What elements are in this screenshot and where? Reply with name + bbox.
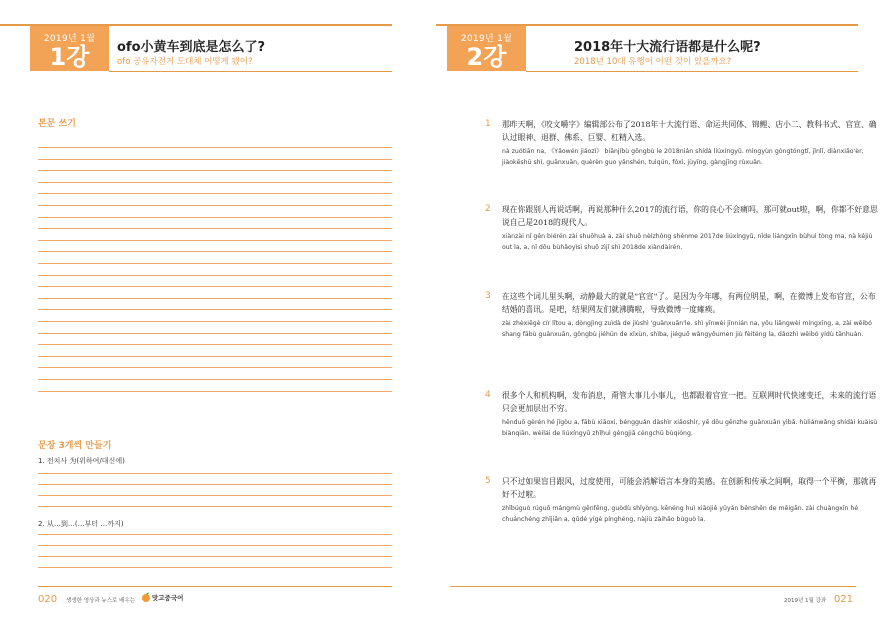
- writing-line[interactable]: [38, 567, 392, 568]
- writing-line[interactable]: [38, 473, 392, 474]
- writing-line[interactable]: [38, 333, 392, 334]
- page-number: 021: [834, 594, 854, 605]
- header-rule: [526, 71, 858, 72]
- item-number: 4: [485, 390, 491, 400]
- writing-line[interactable]: [38, 309, 392, 310]
- brand-name: 맛고중국어: [152, 594, 184, 602]
- writing-line[interactable]: [38, 147, 392, 148]
- lesson-title: 2018年十大流行语都是什么呢?: [574, 40, 761, 55]
- writing-line[interactable]: [38, 356, 392, 357]
- writing-line[interactable]: [38, 286, 392, 287]
- item-number: 1: [485, 119, 491, 129]
- section-label-writing: 본문 쓰기: [38, 119, 76, 129]
- text-item: [485, 118, 878, 168]
- exercise-2-label: 2. 从…到…(…부터 …까지): [38, 520, 124, 528]
- lesson-date: 2019년 1월: [460, 34, 513, 44]
- text-item: [485, 475, 878, 525]
- item-pinyin-text: zài zhèxiēgè cír lǐtou a, dòngjìng zuìdà de jiùshì 'guānxuān'le. shì yīnwèi jīnnián na, yǒu liǎngwèi míngxīng, a, zài wēibó shang fābù guānxuān, gōngbù jiéhūn de xǐxùn, shìba, jiéguǒ wǎngyǒumen jiù fèiténg la, dǎozhì wēibó yídù tānhuàn.: [502, 320, 872, 338]
- lesson-title: ofo小黄车到底是怎么了?: [117, 40, 266, 55]
- lesson-badge: [30, 26, 109, 71]
- item-number: 5: [485, 476, 491, 486]
- writing-line[interactable]: [38, 344, 392, 345]
- item-pinyin-text: xiànzài nǐ gēn biérén zài shuōhuà a, zài shuō nèizhǒng shénme 2017de liúxíngyǔ, nǐde liángxīn bùhuì tòng ma, nà kějiù out la, a, nǐ dōu bùhǎoyìsi shuō zìjǐ shì 2018de xiàndàirén.: [502, 233, 873, 251]
- footer-rule: [38, 586, 392, 587]
- right-page: [436, 0, 892, 631]
- item-number: 3: [485, 291, 491, 301]
- lesson-date: 2019년 1월: [43, 34, 96, 44]
- writing-line[interactable]: [38, 506, 392, 507]
- writing-line[interactable]: [38, 182, 392, 183]
- footer-rule: [450, 586, 856, 587]
- page-number: 020: [38, 594, 58, 605]
- writing-line[interactable]: [38, 240, 392, 241]
- header-rule: [109, 71, 392, 72]
- writing-line[interactable]: [38, 228, 392, 229]
- lesson-subtitle: ofo 공유자전거 도대체 어떻게 됐어?: [117, 57, 253, 67]
- footer-note: 2019년 1월 강좌: [784, 598, 827, 604]
- writing-line[interactable]: [38, 545, 392, 546]
- lesson-number: 1강: [49, 43, 90, 71]
- item-chinese-text: 很多个人和机构啊，发布消息，甭管大事儿小事儿，也都跟着官宣一把。互联网时代快速变迁，未来的流行语只会更加层出不穷。: [502, 391, 877, 413]
- text-item: [485, 290, 878, 340]
- writing-line[interactable]: [38, 159, 392, 160]
- writing-line[interactable]: [38, 484, 392, 485]
- writing-line[interactable]: [38, 170, 392, 171]
- text-item: [485, 389, 878, 439]
- footer-note: 생생한 영상과 뉴스로 배우는: [66, 598, 136, 604]
- writing-line[interactable]: [38, 193, 392, 194]
- writing-line[interactable]: [38, 275, 392, 276]
- exercise-1-label: 1. 전치사 为(위하여/대신에): [38, 457, 125, 465]
- item-chinese-text: 在这些个词儿里头啊，动静最大的就是"官宣"了。是因为今年哪，有两位明星，啊，在微博上发布官宣，公布结婚的喜讯。是吧，结果网友们就沸腾啦，导致微博一度瘫痪。: [502, 292, 876, 314]
- writing-line[interactable]: [38, 263, 392, 264]
- item-pinyin-text: hěnduō gèrén hé jīgòu a, fābù xiāoxi, béngguǎn dàshìr xiǎoshìr, yě dōu gēnzhe guānxuān yìbǎ. hùliánwǎng shídài kuàisù biànqiān, wèilái de liúxíngyǔ zhǐhuì gèngjiā céngchū bùqióng.: [502, 419, 878, 437]
- lesson-badge: [447, 26, 526, 71]
- writing-line[interactable]: [38, 321, 392, 322]
- section-label-sentences: 문장 3개씩 만들기: [38, 441, 112, 451]
- lesson-subtitle: 2018년 10대 유행어 어떤 것이 있을까요?: [574, 57, 732, 67]
- item-chinese-text: 只不过如果盲目跟风，过度使用，可能会消解语言本身的美感。在创新和传承之间啊，取得一个平衡，那就再好不过啦。: [502, 477, 877, 499]
- item-chinese-text: 那昨天啊，《咬文嚼字》编辑部公布了2018年十大流行语、命运共同体、锦鲤、店小二、教科书式、官宣、确认过眼神、退群、佛系、巨婴、杠精入选。: [502, 120, 877, 142]
- writing-line[interactable]: [38, 391, 392, 392]
- left-page: [0, 0, 436, 631]
- writing-line[interactable]: [38, 495, 392, 496]
- writing-line[interactable]: [38, 251, 392, 252]
- writing-line[interactable]: [38, 556, 392, 557]
- writing-line[interactable]: [38, 534, 392, 535]
- item-number: 2: [485, 204, 491, 214]
- writing-line[interactable]: [38, 298, 392, 299]
- writing-line[interactable]: [38, 217, 392, 218]
- item-chinese-text: 现在你跟别人再说话啊，再说那种什么2017的流行语，你的良心不会痛吗，那可就out啦，啊，你都不好意思说自己是2018的现代人。: [502, 205, 878, 227]
- item-pinyin-text: zhǐbúguò rúguǒ mángmù gēnfēng, guòdù shǐyòng, kěnéng huì xiāojiě yǔyán běnshēn de měigǎn. zài chuàngxīn hé chuánchéng zhījiān a, qǔdé yígè pínghéng, nàjiù zàihǎo bùguò la.: [502, 505, 859, 523]
- writing-line[interactable]: [38, 379, 392, 380]
- lesson-number: 2강: [466, 43, 507, 71]
- writing-line[interactable]: [38, 205, 392, 206]
- item-pinyin-text: nà zuótiān na, 《Yǎowén jiáozì》 biānjíbù gōngbù le 2018nián shídà liúxíngyǔ. mìngyùn gòngtóngtǐ, jǐnlǐ, diànxiǎo'èr, jiàokēshū shì, guānxuān, quèrèn guo yǎnshén, tuìqún, fóxì, jùyīng, gàngjīng rùxuǎn.: [502, 148, 864, 166]
- text-item: [485, 203, 878, 253]
- brand-logo-icon: [141, 592, 151, 602]
- writing-line[interactable]: [38, 367, 392, 368]
